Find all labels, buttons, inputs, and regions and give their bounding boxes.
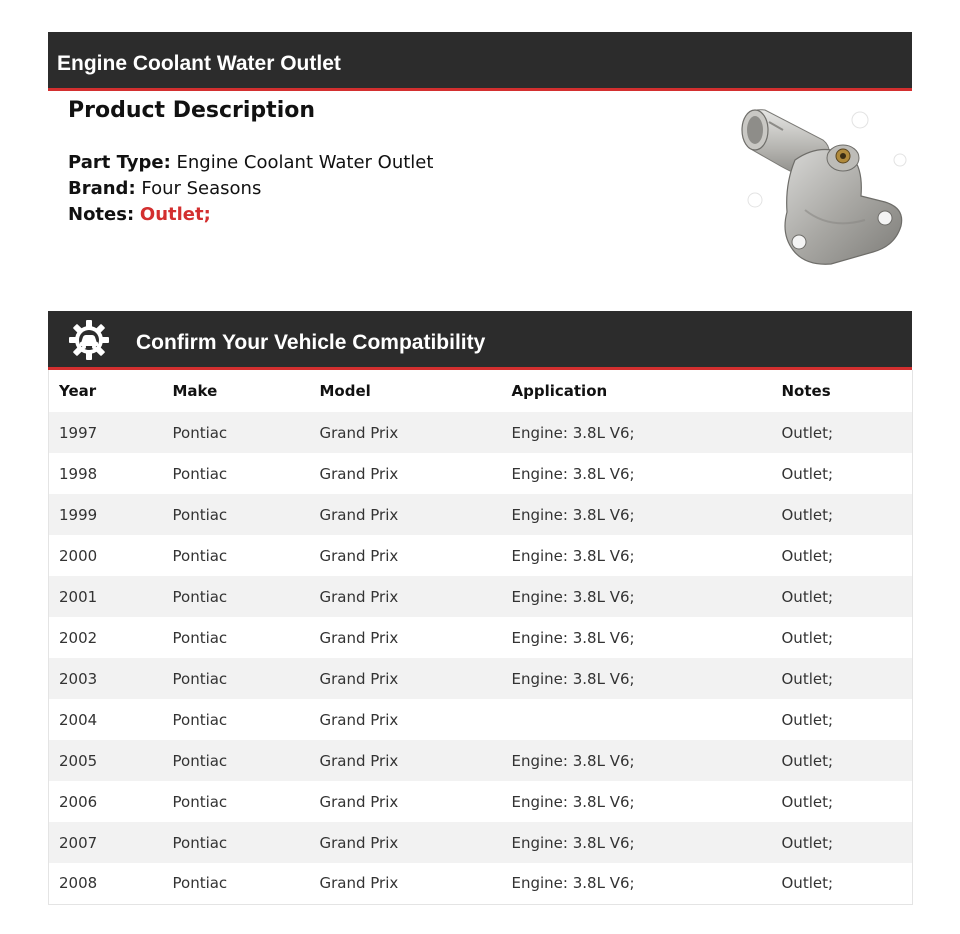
- notes-cell: Outlet;: [772, 535, 913, 576]
- make-cell: Pontiac: [163, 863, 310, 904]
- notes-line: [68, 204, 211, 225]
- application-cell: Engine: 3.8L V6;: [502, 658, 772, 699]
- notes-value: Outlet;: [139, 204, 211, 225]
- application-cell: [502, 699, 772, 740]
- product-image: [735, 100, 910, 268]
- make-cell: Pontiac: [163, 658, 310, 699]
- model-cell: Grand Prix: [310, 412, 502, 453]
- table-row: [49, 822, 913, 863]
- model-cell: Grand Prix: [310, 781, 502, 822]
- model-cell: Grand Prix: [310, 494, 502, 535]
- model-cell: Grand Prix: [310, 658, 502, 699]
- notes-cell: Outlet;: [772, 453, 913, 494]
- make-cell: Pontiac: [163, 576, 310, 617]
- year-cell: 2005: [49, 740, 163, 781]
- make-cell: Pontiac: [163, 740, 310, 781]
- table-row: [49, 863, 913, 904]
- table-row: [49, 494, 913, 535]
- application-cell: Engine: 3.8L V6;: [502, 535, 772, 576]
- product-title-bar: [48, 32, 912, 91]
- column-header-notes: Notes: [772, 370, 913, 412]
- make-cell: Pontiac: [163, 781, 310, 822]
- notes-cell: Outlet;: [772, 781, 913, 822]
- brand-label: Brand:: [68, 178, 136, 199]
- table-row: [49, 412, 913, 453]
- model-cell: Grand Prix: [310, 699, 502, 740]
- notes-cell: Outlet;: [772, 576, 913, 617]
- table-row: [49, 740, 913, 781]
- year-cell: 2006: [49, 781, 163, 822]
- model-cell: Grand Prix: [310, 822, 502, 863]
- year-cell: 2001: [49, 576, 163, 617]
- make-cell: Pontiac: [163, 617, 310, 658]
- table-body: [49, 412, 913, 904]
- application-cell: Engine: 3.8L V6;: [502, 453, 772, 494]
- make-cell: Pontiac: [163, 535, 310, 576]
- year-cell: 2000: [49, 535, 163, 576]
- notes-cell: Outlet;: [772, 822, 913, 863]
- table-row: [49, 658, 913, 699]
- model-cell: Grand Prix: [310, 740, 502, 781]
- application-cell: Engine: 3.8L V6;: [502, 740, 772, 781]
- part-type-value: Engine Coolant Water Outlet: [176, 152, 434, 173]
- notes-cell: Outlet;: [772, 740, 913, 781]
- application-cell: Engine: 3.8L V6;: [502, 412, 772, 453]
- product-title: Engine Coolant Water Outlet: [57, 52, 341, 75]
- model-cell: Grand Prix: [310, 617, 502, 658]
- application-cell: Engine: 3.8L V6;: [502, 781, 772, 822]
- part-type-label: Part Type:: [68, 152, 171, 173]
- table-header-row: [49, 370, 913, 412]
- brand-line: [68, 178, 261, 199]
- table-row: [49, 576, 913, 617]
- notes-cell: Outlet;: [772, 412, 913, 453]
- model-cell: Grand Prix: [310, 453, 502, 494]
- gear-car-icon: [68, 319, 110, 361]
- year-cell: 1997: [49, 412, 163, 453]
- table-row: [49, 781, 913, 822]
- notes-cell: Outlet;: [772, 863, 913, 904]
- table-row: [49, 617, 913, 658]
- year-cell: 2007: [49, 822, 163, 863]
- compatibility-header-bar: [48, 311, 912, 370]
- column-header-make: Make: [163, 370, 310, 412]
- year-cell: 2003: [49, 658, 163, 699]
- application-cell: Engine: 3.8L V6;: [502, 822, 772, 863]
- table-row: [49, 699, 913, 740]
- application-cell: Engine: 3.8L V6;: [502, 863, 772, 904]
- column-header-year: Year: [49, 370, 163, 412]
- table-row: [49, 453, 913, 494]
- column-header-model: Model: [310, 370, 502, 412]
- brand-value: Four Seasons: [141, 178, 262, 199]
- table-row: [49, 535, 913, 576]
- compatibility-title: Confirm Your Vehicle Compatibility: [136, 331, 486, 354]
- product-description-heading: Product Description: [68, 98, 316, 123]
- column-header-application: Application: [502, 370, 772, 412]
- year-cell: 2004: [49, 699, 163, 740]
- notes-cell: Outlet;: [772, 699, 913, 740]
- year-cell: 2002: [49, 617, 163, 658]
- make-cell: Pontiac: [163, 699, 310, 740]
- notes-label: Notes:: [68, 204, 135, 225]
- notes-cell: Outlet;: [772, 617, 913, 658]
- application-cell: Engine: 3.8L V6;: [502, 576, 772, 617]
- make-cell: Pontiac: [163, 494, 310, 535]
- model-cell: Grand Prix: [310, 863, 502, 904]
- make-cell: Pontiac: [163, 412, 310, 453]
- compatibility-table: [48, 370, 913, 905]
- year-cell: 1998: [49, 453, 163, 494]
- model-cell: Grand Prix: [310, 576, 502, 617]
- notes-cell: Outlet;: [772, 658, 913, 699]
- application-cell: Engine: 3.8L V6;: [502, 617, 772, 658]
- application-cell: Engine: 3.8L V6;: [502, 494, 772, 535]
- make-cell: Pontiac: [163, 453, 310, 494]
- year-cell: 1999: [49, 494, 163, 535]
- notes-cell: Outlet;: [772, 494, 913, 535]
- model-cell: Grand Prix: [310, 535, 502, 576]
- part-type-line: [68, 152, 433, 173]
- make-cell: Pontiac: [163, 822, 310, 863]
- year-cell: 2008: [49, 863, 163, 904]
